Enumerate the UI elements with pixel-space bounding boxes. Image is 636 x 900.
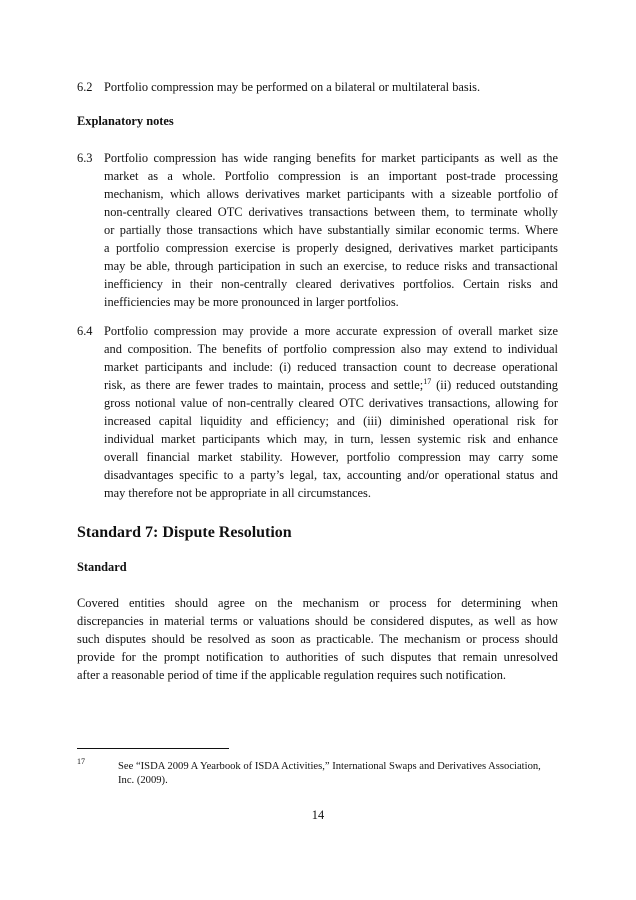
footnote-number: 17 [77,757,85,766]
footnote-ref[interactable]: 17 [423,377,432,386]
explanatory-notes-heading: Explanatory notes [77,114,174,128]
para-6-3-line: inefficiencies may be more pronounced in larger portfolios. [104,295,399,309]
para-6-4-line: disadvantages specific to a party’s legal, tax, accounting and/or operational status and [104,468,558,482]
para-6-4-line: overall financial market stability. However, portfolio compression may carry some [104,450,558,464]
footnote-line: See “ISDA 2009 A Yearbook of ISDA Activities,” International Swaps and Derivatives Association, [118,761,541,772]
para-6-4-line: market participants and include: (i) reduced transaction count to decrease operational [104,360,558,374]
standard-7-heading: Standard 7: Dispute Resolution [77,524,292,541]
para-number-6-4: 6.4 [77,324,93,338]
para-6-4-line: and composition. The benefits of portfolio compression also may extend to individual [104,342,558,356]
para-6-4-line-text: risk, as there are fewer trades to maintain, process and settle; [104,378,424,392]
para-6-2-text: Portfolio compression may be performed on a bilateral or multilateral basis. [104,80,481,94]
para-6-4-line: individual market participants which may, in turn, lessen systemic risk and enhance [104,432,558,446]
para-6-3-line: market as a whole. Portfolio compression is an important post-trade processing [104,169,558,183]
para-6-3-line: a portfolio compression exercise is properly designed, derivatives market participants [104,241,558,255]
para-6-4-line-with-footnote [104,376,558,394]
footnote-separator [77,748,229,749]
para-6-3-line: Portfolio compression has wide ranging benefits for market participants as well as the [104,151,558,165]
para-6-4-line: may therefore not be appropriate in all circumstances. [104,486,371,500]
standard-body-line: such disputes should be resolved as soon as practicable. The mechanism or process should [77,632,558,646]
standard-body-line: provide for the prompt notification to authorities of such disputes that remain unresolved [77,650,558,664]
para-6-4-line: Portfolio compression may provide a more accurate expression of overall market size [104,324,558,338]
standard-body-line: discrepancies in material terms or valuations should be considered disputes, as well as how [77,614,558,628]
para-6-3-line: non-centrally cleared OTC derivatives transactions between them, to terminate wholly [104,205,558,219]
para-6-4-line-tail: (ii) reduced outstanding [431,378,558,392]
para-6-3-line: inefficiency in their non-centrally cleared derivatives portfolios. Certain risks and [104,277,558,291]
para-6-4-line: increased capital liquidity and efficiency; and (iii) diminished operational risk for [104,414,558,428]
standard-subheading: Standard [77,560,127,574]
standard-body-line: Covered entities should agree on the mechanism or process for determining when [77,596,558,610]
para-number-6-2: 6.2 [77,80,93,94]
standard-body-line: after a reasonable period of time if the applicable regulation requires such notification. [77,668,507,682]
para-6-3-line: mechanism, which allows derivatives market participants with a sizeable portfolio of [104,187,558,201]
footnote-text [118,760,558,788]
page-number: 14 [311,808,325,822]
para-6-4-line: gross notional value of non-centrally cleared OTC derivatives transactions, allowing for [104,396,558,410]
para-6-3-line: may be able, through participation in such an exercise, to reduce risks and transactional [104,259,558,273]
para-6-3-line: or partially those transactions which have substantially similar economic terms. Where [104,223,558,237]
para-number-6-3: 6.3 [77,151,93,165]
footnote-line: Inc. (2009). [118,775,168,786]
